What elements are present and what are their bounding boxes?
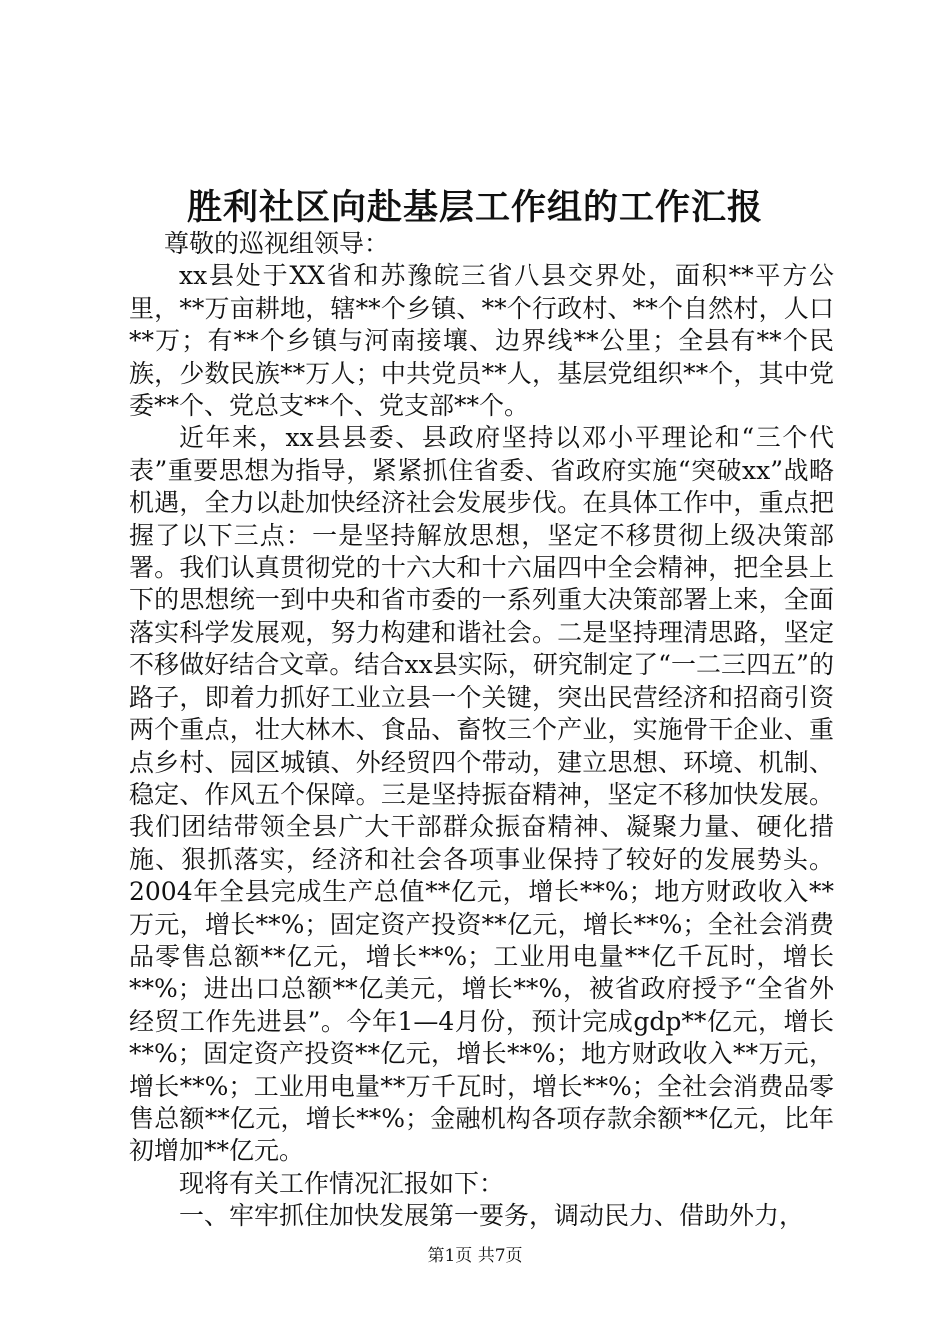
paragraph-report-intro: 现将有关工作情况汇报如下：	[179, 1168, 505, 1198]
salutation: 尊敬的巡视组领导：	[164, 229, 390, 258]
paragraph-recent-development: 近年来，xx县县委、县政府坚持以邓小平理论和“三个代表”重要思想为指导，紧紧抓住省委、省政府实施“突破xx”战略机遇，全力以赴加快经济社会发展步伐。在具体工作中，重点把握了以下三点：一是坚持解放思想，坚定不移贯彻上级决策部署。我们认真贯彻党的十六大和十六届四中全会精神，把全县上下的思想统一到中央和省市委的一系列重大决策部署上来，全面落实科学发展观，努力构建和谐社会。二是坚持理清思路，坚定不移做好结合文章。结合xx县实际，研究制定了“一二三四五”的路子，即着力抓好工业立县一个关键，突出民营经济和招商引资两个重点，壮大林木、食品、畜牧三个产业，实施骨干企业、重点乡村、园区城镇、外经贸四个带动，建立思想、环境、机制、稳定、作风五个保障。三是坚持振奋精神，坚定不移加快发展。我们团结带领全县广大干部群众振奋精神、凝聚力量、硬化措施、狠抓落实，经济和社会各项事业保持了较好的发展势头。2004年全县完成生产总值**亿元，增长**%；地方财政收入**万元，增长**%；固定资产投资**亿元，增长**%；全社会消费品零售总额**亿元，增长**%；工业用电量**亿千瓦时，增长**%；进出口总额**亿美元，增长**%，被省政府授予“全省外经贸工作先进县”。今年1—4月份，预计完成gdp**亿元，增长**%；固定资产投资**亿元，增长**%；地方财政收入**万元，增长**%；工业用电量**万千瓦时，增长**%；全社会消费品零售总额**亿元，增长**%；金融机构各项存款余额**亿元，比年初增加**亿元。	[129, 423, 834, 1166]
paragraph-section-one: 一、牢牢抓住加快发展第一要务，调动民力、借助外力，	[179, 1201, 805, 1231]
document-title: 胜利社区向赴基层工作组的工作汇报	[186, 187, 763, 228]
page-number-footer: 第1页 共7页	[427, 1246, 523, 1266]
document-body	[129, 228, 834, 1233]
paragraph-county-overview: xx县处于XX省和苏豫皖三省八县交界处，面积**平方公里，**万亩耕地，辖**个乡镇、**个行政村、**个自然村，人口**万；有**个乡镇与河南接壤、边界线**公里；全县有**个民族，少数民族**万人；中共党员**人，基层党组织**个，其中党委**个、党总支**个、党支部**个。	[129, 261, 834, 421]
